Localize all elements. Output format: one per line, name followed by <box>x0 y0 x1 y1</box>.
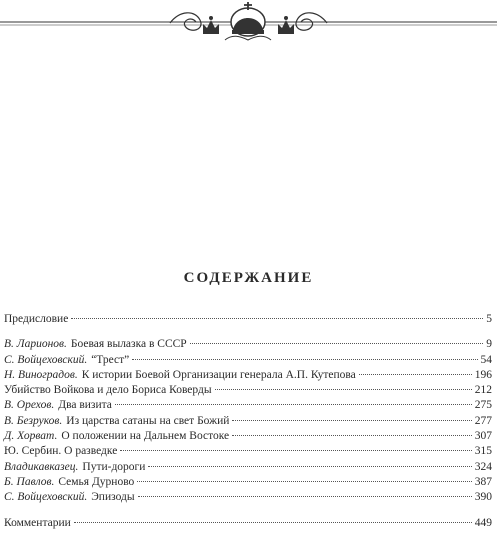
toc-title: Пути-дороги <box>82 460 146 473</box>
toc-page: 275 <box>474 399 492 412</box>
toc-title: Семья Дурново <box>58 475 135 488</box>
table-of-contents <box>4 312 492 531</box>
toc-entry <box>4 368 492 383</box>
toc-page: 9 <box>486 338 492 351</box>
toc-entry <box>4 353 492 368</box>
toc-title: “Трест” <box>91 353 130 366</box>
toc-leader <box>137 481 471 482</box>
toc-leader <box>138 496 472 497</box>
toc-leader <box>71 318 483 319</box>
crown-ornament-icon <box>0 0 497 50</box>
toc-author: В. Ларионов. <box>4 338 67 351</box>
toc-entry <box>4 516 492 531</box>
toc-entry <box>4 312 492 327</box>
toc-page: 277 <box>474 414 492 427</box>
page-title: СОДЕРЖАНИЕ <box>183 270 314 286</box>
toc-entry <box>4 337 492 352</box>
toc-leader <box>232 435 472 436</box>
toc-leader <box>215 389 472 390</box>
header-ornament <box>0 0 497 50</box>
toc-leader <box>120 450 471 451</box>
toc-leader <box>232 420 471 421</box>
toc-leader <box>132 359 477 360</box>
toc-title: Убийство Войкова и дело Бориса Коверды <box>4 384 212 397</box>
toc-entry <box>4 414 492 429</box>
toc-title: Комментарии <box>4 516 71 529</box>
toc-page: 324 <box>474 460 492 473</box>
toc-title: Боевая вылазка в СССР <box>70 338 187 351</box>
toc-author: Н. Виноградов. <box>4 368 78 381</box>
toc-title: Из царства сатаны на свет Божий <box>66 414 230 427</box>
toc-page: 387 <box>474 475 492 488</box>
toc-author: С. Войцеховский. <box>4 491 88 504</box>
toc-title: Ю. Сербин. О разведке <box>4 445 118 458</box>
toc-title: Эпизоды <box>91 491 135 504</box>
toc-leader <box>115 404 472 405</box>
toc-page: 390 <box>474 491 492 504</box>
toc-leader <box>148 466 471 467</box>
toc-leader <box>190 343 484 344</box>
toc-title: О положении на Дальнем Востоке <box>61 430 230 443</box>
toc-entry <box>4 460 492 475</box>
toc-page: 315 <box>474 445 492 458</box>
toc-leader <box>74 522 472 523</box>
toc-author: Д. Хорват. <box>4 430 58 443</box>
toc-page: 196 <box>474 368 492 381</box>
toc-author: С. Войцеховский. <box>4 353 88 366</box>
toc-title: Два визита <box>58 399 112 412</box>
toc-page: 449 <box>474 516 492 529</box>
toc-entry <box>4 383 492 398</box>
toc-entry <box>4 475 492 490</box>
toc-author: Б. Павлов. <box>4 475 55 488</box>
toc-page: 307 <box>474 430 492 443</box>
toc-entry <box>4 398 492 413</box>
toc-entry <box>4 490 492 505</box>
toc-page: 212 <box>474 384 492 397</box>
toc-page: 54 <box>480 353 492 366</box>
toc-author: В. Орехов. <box>4 399 55 412</box>
toc-title: Предисловие <box>4 313 69 325</box>
toc-author: Владикавказец. <box>4 460 79 473</box>
toc-entry <box>4 444 492 459</box>
toc-leader <box>359 374 472 375</box>
toc-entry <box>4 429 492 444</box>
toc-page: 5 <box>486 313 492 325</box>
toc-title: К истории Боевой Организации генерала А.П. Кутепова <box>81 368 356 381</box>
toc-author: В. Безруков. <box>4 414 63 427</box>
